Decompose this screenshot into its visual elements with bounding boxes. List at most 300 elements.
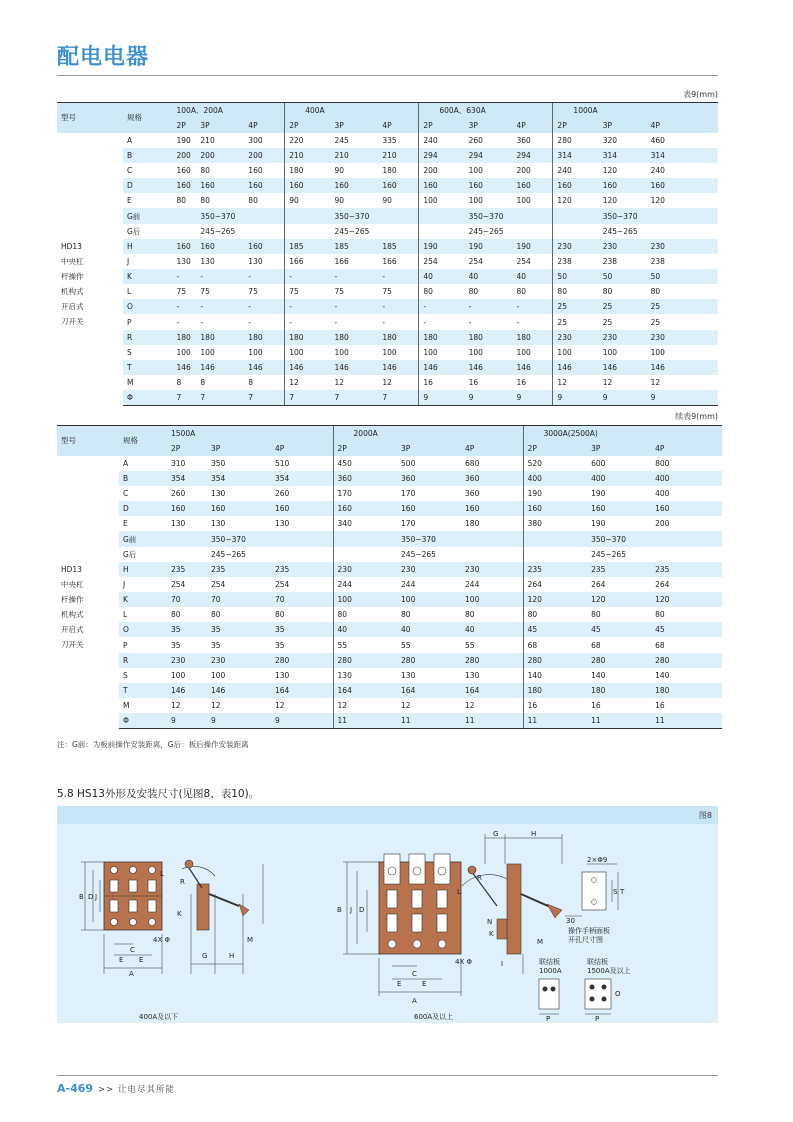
table-cell: -: [285, 299, 331, 314]
table-cell: 280: [397, 653, 461, 668]
table-cell: 354: [207, 471, 271, 486]
outline-drawing: [57, 824, 718, 1023]
table-row: [57, 330, 718, 345]
table-cell: 12: [211, 701, 221, 711]
table-cell: 7: [196, 390, 244, 405]
model-line: 开启式: [61, 302, 84, 312]
table-cell: 70: [271, 592, 333, 607]
table-cell: 200: [516, 166, 531, 176]
table-cell: 25: [553, 314, 599, 329]
table-cell: 280: [523, 653, 587, 668]
dim-label-P-link2: P: [595, 1015, 600, 1023]
spec-label: E: [123, 519, 128, 529]
dim-label-H-small: H: [229, 952, 235, 960]
table-cell: 180: [465, 330, 513, 345]
link-label-b2: 1500A及以上: [587, 967, 631, 975]
table-cell: 9: [599, 390, 647, 405]
link-plate-1500a: [585, 979, 611, 1014]
link-plate-1000a: [539, 979, 559, 1014]
table-cell: 380: [523, 516, 587, 531]
table-cell: 160: [143, 501, 207, 516]
table-cell: 40: [333, 622, 397, 637]
table-cell: 210: [331, 148, 379, 163]
table-cell: 35: [275, 640, 285, 650]
table-cell: 11: [651, 713, 722, 728]
dim-label-I-large: I: [501, 960, 504, 968]
table-cell: 160: [587, 501, 651, 516]
table-cell: 360: [465, 489, 480, 499]
table-cell: 354: [271, 471, 333, 486]
table-cell: 70: [143, 592, 207, 607]
table-cell: 146: [553, 360, 599, 375]
table-cell: 190: [465, 239, 513, 254]
table-cell: 50: [599, 269, 647, 284]
table-row: [57, 314, 718, 329]
table-cell: 335: [382, 135, 397, 145]
table-cell: 80: [275, 610, 285, 620]
header-row-poles: [57, 441, 722, 456]
model-line: 刀开关: [61, 317, 84, 327]
header-pole: 2P: [149, 118, 197, 133]
table-cell: 160: [523, 501, 587, 516]
table-cell: 75: [176, 287, 187, 297]
header-pole: 4P: [647, 118, 718, 133]
dim-label-B-large: B: [337, 906, 342, 914]
table-cell: 100: [516, 347, 531, 357]
hole-label-large: 4X Φ: [455, 958, 472, 966]
table-cell: 180: [382, 166, 397, 176]
table-cell: 354: [143, 471, 207, 486]
table-cell: 100: [382, 347, 397, 357]
table-cell: 40: [461, 622, 523, 637]
table-cell: -: [149, 269, 197, 284]
table-cell: 350~370: [196, 208, 244, 223]
table-cell: 80: [333, 607, 397, 622]
table-row: [57, 547, 722, 562]
table1-caption: 表9(mm): [683, 90, 718, 99]
table-cell: 45: [523, 622, 587, 637]
table-cell: 235: [271, 562, 333, 577]
table-cell: -: [382, 317, 386, 327]
table-cell: 146: [244, 360, 284, 375]
header-pole: 4P: [461, 441, 523, 456]
table-cell: 146: [465, 360, 513, 375]
table-cell: 100: [461, 592, 523, 607]
table-row: [57, 577, 722, 592]
header-group: 1500A: [143, 426, 333, 441]
table-cell: 80: [655, 610, 665, 620]
table-cell: 75: [334, 287, 345, 297]
spec-label: A: [126, 135, 133, 145]
table-cell: 146: [378, 360, 418, 375]
spec-label: S: [126, 347, 132, 357]
header-pole: 4P: [651, 441, 722, 456]
spec-label: S: [123, 670, 128, 680]
table-cell: 160: [176, 166, 191, 176]
model-line: 中央杠: [61, 256, 84, 266]
table-cell: 11: [587, 713, 651, 728]
table-cell: [143, 531, 207, 546]
table-cell: 254: [211, 579, 226, 589]
table-cell: 90: [285, 193, 331, 208]
table-cell: 450: [333, 456, 397, 471]
dim-label-C-small: C: [130, 946, 135, 954]
table-cell: 264: [655, 579, 670, 589]
link-label-a: 联结板: [539, 958, 560, 966]
table-cell: 7: [331, 390, 379, 405]
table-cell: 80: [523, 607, 587, 622]
header-pole: 3P: [599, 118, 647, 133]
spec-label: P: [123, 640, 128, 650]
table-cell: 140: [655, 670, 670, 680]
table-cell: 254: [275, 579, 290, 589]
table-row: [57, 299, 718, 314]
table-cell: 8: [248, 378, 254, 388]
table-cell: 170: [333, 486, 397, 501]
page-title: 配电电器: [57, 45, 150, 70]
table-cell: 100: [468, 166, 483, 176]
table-cell: 146: [196, 360, 244, 375]
table-cell: 160: [271, 501, 333, 516]
caption-600a: 600A及以上: [414, 1013, 454, 1021]
panel-label-1: 操作手柄面板: [568, 927, 610, 935]
dim-label-D: D: [88, 893, 94, 901]
dim-label-E-large: E: [397, 980, 402, 988]
table-cell: 164: [397, 683, 461, 698]
table-cell: 160: [651, 501, 722, 516]
table-cell: 12: [333, 698, 397, 713]
table-cell: -: [248, 317, 252, 327]
dim-label-E2-small: E: [139, 956, 144, 964]
figure-header-bar: [57, 806, 718, 824]
spec-label: T: [119, 683, 143, 698]
table-cell: 130: [275, 670, 290, 680]
spec-label: J: [123, 579, 126, 589]
table-cell: 166: [334, 256, 349, 266]
header-pole: 2P: [143, 441, 207, 456]
table-cell: 90: [334, 166, 345, 176]
table-cell: 254: [419, 254, 465, 269]
table-cell: 146: [207, 683, 271, 698]
dim-label-G-large: G: [493, 830, 499, 838]
table-cell: 130: [333, 668, 397, 683]
table-cell: 280: [461, 653, 523, 668]
table-cell: 9: [647, 390, 718, 405]
table-cell: 130: [248, 256, 263, 266]
table-cell: [143, 547, 207, 562]
dim-label-E2-large: E: [422, 980, 427, 988]
spec-label: D: [119, 501, 143, 516]
table-cell: 245~265: [200, 226, 236, 236]
table-cell: 16: [468, 378, 479, 388]
table-cell: 120: [553, 193, 599, 208]
header-pole: 3P: [207, 441, 271, 456]
table-cell: 90: [382, 196, 392, 206]
table-cell: 200: [244, 148, 284, 163]
spec-label: G前: [123, 208, 149, 223]
table-cell: 68: [655, 640, 665, 650]
table-row: [57, 668, 722, 683]
table-cell: 350~370: [599, 208, 647, 223]
table-cell: 12: [602, 378, 613, 388]
table-cell: 160: [285, 178, 331, 193]
table-cell: 180: [149, 330, 197, 345]
table-row: [57, 269, 718, 284]
table-cell: 400: [651, 471, 722, 486]
table-cell: 680: [465, 458, 480, 468]
table-row: [57, 622, 722, 637]
table-cell: -: [244, 269, 284, 284]
table-cell: [285, 208, 331, 223]
table-cell: 160: [244, 178, 284, 193]
table-cell: 280: [553, 133, 599, 148]
table-cell: 160: [149, 239, 197, 254]
table-cell: 146: [149, 360, 197, 375]
table-cell: 35: [171, 640, 181, 650]
table-cell: 600: [591, 458, 606, 468]
table-cell: 240: [553, 163, 599, 178]
table-cell: 160: [331, 178, 379, 193]
table-cell: 9: [465, 390, 513, 405]
spec-label: R: [123, 330, 149, 345]
table-cell: 50: [647, 269, 718, 284]
table-cell: 130: [200, 256, 215, 266]
table-cell: 12: [465, 701, 475, 711]
table-row: [57, 148, 718, 163]
table-cell: 25: [602, 317, 613, 327]
spec-label: C: [126, 166, 133, 176]
table-cell: 80: [248, 196, 258, 206]
table-cell: 9: [207, 713, 271, 728]
table-cell: 360: [516, 135, 531, 145]
table-cell: 55: [465, 640, 475, 650]
table-cell: 260: [468, 135, 483, 145]
table-cell: 170: [401, 489, 416, 499]
handle-panel-cutout: [565, 864, 618, 916]
table-cell: 100: [171, 670, 186, 680]
table-cell: 190: [523, 486, 587, 501]
table-cell: -: [176, 317, 180, 327]
spec-label: D: [123, 178, 149, 193]
table-cell: 140: [523, 668, 587, 683]
table-cell: 350~370: [331, 208, 379, 223]
table-cell: 11: [461, 713, 523, 728]
table-cell: [285, 224, 331, 239]
table-cell: [271, 547, 333, 562]
table-cell: -: [331, 299, 379, 314]
table-cell: [378, 208, 418, 223]
table-cell: 35: [271, 622, 333, 637]
table-cell: 160: [207, 501, 271, 516]
table-cell: 75: [200, 287, 210, 297]
table-row: [57, 486, 722, 501]
header-row-groups: [57, 103, 718, 118]
dim-label-J: J: [95, 893, 98, 901]
table-cell: 12: [171, 701, 181, 711]
table-cell: 80: [602, 287, 613, 297]
table-cell: 235: [651, 562, 722, 577]
spec-label: L: [123, 610, 128, 620]
switch-front-view-large: [379, 854, 461, 954]
table-cell: [651, 547, 722, 562]
table-cell: 254: [171, 579, 186, 589]
table-cell: 210: [200, 135, 215, 145]
table-cell: 40: [512, 269, 552, 284]
table-cell: 80: [516, 287, 527, 297]
table-cell: 340: [333, 516, 397, 531]
spec-label: J: [126, 256, 130, 266]
table-cell: 7: [378, 390, 418, 405]
table-cell: 90: [334, 196, 345, 206]
table-cell: [244, 224, 284, 239]
table-cell: -: [200, 317, 204, 327]
table-cell: 11: [333, 713, 397, 728]
spec-label: R: [119, 653, 143, 668]
table-cell: 50: [553, 269, 599, 284]
table-note: 注：G前：为板前操作安装距离，G后：板后操作安装距离: [57, 740, 249, 749]
table-cell: 100: [176, 347, 191, 357]
table-cell: 245: [334, 135, 349, 145]
table-row: [57, 607, 722, 622]
table-cell: 314: [553, 148, 599, 163]
table-row: [57, 562, 722, 577]
table-cell: 230: [397, 562, 461, 577]
table-cell: 160: [248, 166, 263, 176]
table-cell: 170: [401, 519, 416, 529]
table-cell: 25: [553, 299, 599, 314]
table2-caption: 续表9(mm): [675, 412, 718, 421]
table-cell: 190: [176, 135, 191, 145]
table-cell: 7: [244, 390, 284, 405]
table-cell: 235: [143, 562, 207, 577]
table-cell: 100: [211, 670, 226, 680]
table-cell: [461, 547, 523, 562]
model-cell: [57, 456, 119, 729]
table-cell: 180: [651, 683, 722, 698]
table-cell: 230: [143, 653, 207, 668]
table-row: [57, 208, 718, 223]
table-cell: 100: [419, 193, 465, 208]
table-cell: 180: [512, 330, 552, 345]
dim-label-O-link: O: [615, 990, 621, 998]
table-cell: 264: [523, 577, 587, 592]
table-cell: -: [516, 317, 520, 327]
header-pole: 3P: [465, 118, 513, 133]
table-cell: [333, 547, 397, 562]
table-cell: [461, 531, 523, 546]
table-cell: 11: [523, 713, 587, 728]
table-cell: 8: [200, 378, 206, 388]
table-cell: 130: [171, 519, 186, 529]
table-cell: 40: [419, 269, 465, 284]
operating-handle-small: [182, 860, 249, 930]
table-cell: 245~265: [334, 226, 370, 236]
table-cell: 160: [599, 178, 647, 193]
table-cell: 80: [200, 166, 210, 176]
table-cell: 100: [468, 196, 483, 206]
table-cell: 146: [419, 360, 465, 375]
table-cell: -: [331, 269, 379, 284]
table-cell: [149, 208, 197, 223]
table-cell: 160: [512, 178, 552, 193]
hole-label-small: 4X Φ: [153, 936, 170, 944]
table-cell: [333, 531, 397, 546]
table-cell: 360: [333, 471, 397, 486]
table-cell: 70: [207, 592, 271, 607]
table-cell: 68: [591, 640, 601, 650]
table-cell: -: [285, 269, 331, 284]
table-cell: 40: [465, 269, 513, 284]
table-cell: 160: [465, 178, 513, 193]
table-cell: [271, 531, 333, 546]
table-cell: 314: [647, 148, 718, 163]
header-pole: 3P: [331, 118, 379, 133]
table-cell: 520: [523, 456, 587, 471]
link-label-a2: 1000A: [539, 967, 562, 975]
header-pole: 4P: [244, 118, 284, 133]
header-group: 100A、200A: [149, 103, 285, 118]
model-line: 中央杠: [61, 579, 84, 589]
table-cell: 166: [382, 256, 397, 266]
table-cell: [553, 208, 599, 223]
dimension-table-2: [57, 425, 722, 729]
table-row: [57, 456, 722, 471]
table-cell: 190: [512, 239, 552, 254]
table-cell: 12: [401, 701, 411, 711]
table-cell: 166: [285, 254, 331, 269]
table-cell: -: [196, 269, 244, 284]
table-cell: 350~370: [207, 531, 271, 546]
header-group: 600A、630A: [419, 103, 553, 118]
table-cell: 200: [149, 148, 197, 163]
table-cell: 130: [211, 489, 226, 499]
table-cell: [512, 208, 552, 223]
dim-label-K-small: K: [177, 910, 182, 918]
table-cell: 264: [591, 579, 606, 589]
table-row: [57, 284, 718, 299]
model-line: 机构式: [61, 287, 84, 297]
table-cell: 180: [378, 330, 418, 345]
table-row: [57, 592, 722, 607]
spec-label: K: [123, 269, 149, 284]
switch-front-view-small: [104, 862, 162, 930]
table-cell: 180: [331, 330, 379, 345]
table-cell: 146: [512, 360, 552, 375]
header-group: 3000A(2500A): [523, 426, 722, 441]
spec-label: Φ: [119, 713, 143, 728]
table-cell: 294: [512, 148, 552, 163]
spec-label: H: [123, 239, 149, 254]
table-cell: -: [378, 299, 418, 314]
model-line: 刀开关: [61, 640, 84, 650]
figure-8: [57, 806, 718, 1023]
table-cell: 9: [419, 390, 465, 405]
table-cell: 350~370: [465, 208, 513, 223]
table-cell: 164: [271, 683, 333, 698]
header-spec: 规格: [123, 103, 149, 133]
dim-label-G-small: G: [202, 952, 208, 960]
table-row: [57, 193, 718, 208]
model-cell: [57, 133, 123, 406]
table-cell: [553, 224, 599, 239]
table-cell: -: [149, 299, 197, 314]
table-cell: 12: [553, 375, 599, 390]
table-cell: 210: [285, 148, 331, 163]
header-group: 1000A: [553, 103, 718, 118]
footer-rule: [57, 1075, 718, 1076]
table-cell: 220: [285, 133, 331, 148]
spec-label: O: [119, 622, 143, 637]
